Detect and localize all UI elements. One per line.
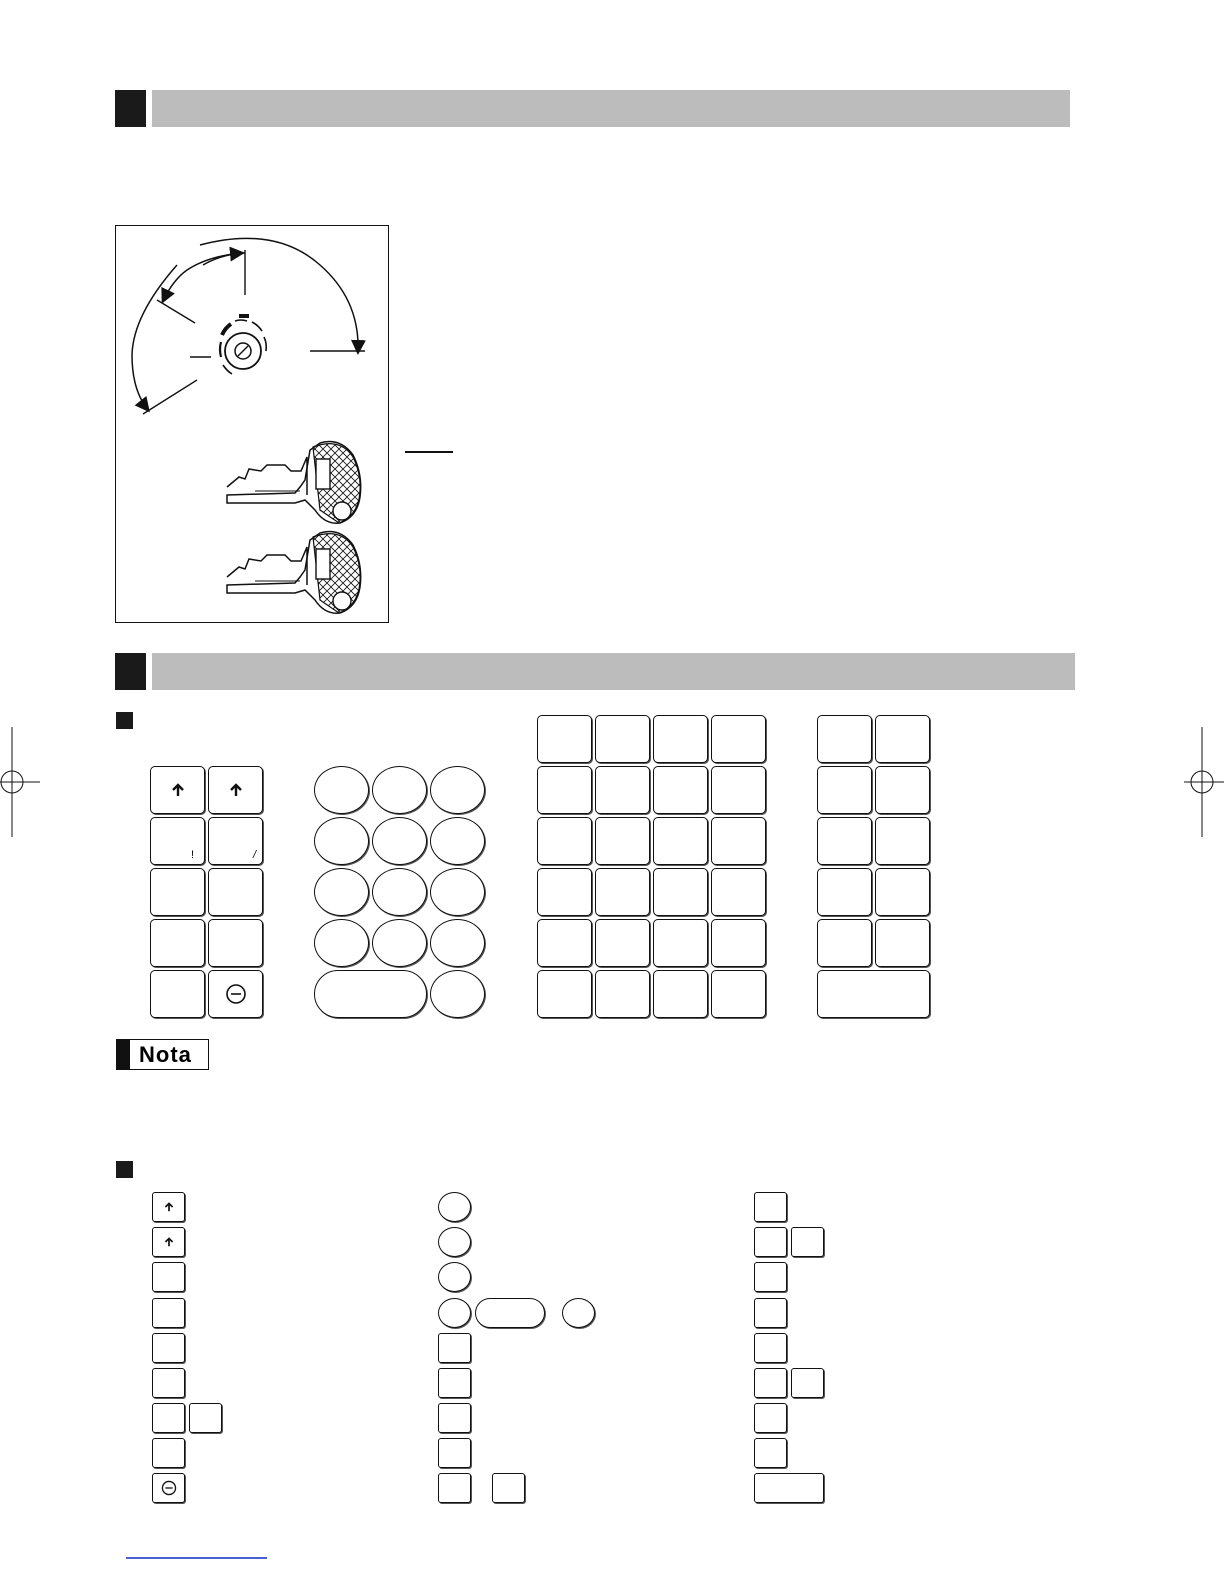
department-key [595,919,650,967]
function-key [150,919,205,967]
journal-feed-key [208,766,263,814]
department-key [537,766,592,814]
function-key [150,817,205,865]
key-wide-small [754,1473,824,1503]
crosshair-icon [1180,727,1224,837]
function-key [150,970,205,1018]
key-small [189,1403,222,1433]
leader-line [405,451,453,453]
key-small [438,1403,471,1433]
key-small [754,1403,787,1433]
key-small [791,1227,824,1257]
key-small [152,1368,185,1398]
department-key [711,970,766,1018]
arrow-up-icon [229,783,243,797]
numeric-key-wide-small [475,1298,545,1328]
department-key [653,970,708,1018]
key-small [438,1333,471,1363]
department-key [595,715,650,763]
numeric-key-small [562,1298,595,1328]
key-icon [227,441,361,523]
arrow-up-icon [171,783,185,797]
function-key [208,817,263,865]
arrow-up-icon [164,1202,174,1212]
payment-key [817,766,872,814]
numeric-key-small [438,1262,471,1292]
department-key [595,868,650,916]
numeric-key [372,817,427,865]
receipt-feed-key [150,766,205,814]
key-small [438,1438,471,1468]
key-small [791,1368,824,1398]
key-small [754,1192,787,1222]
key-small [152,1333,185,1363]
key-mark: / [253,849,257,861]
department-key [595,817,650,865]
numeric-key [372,868,427,916]
minus-key [208,970,263,1018]
minus-key-small [152,1473,185,1503]
department-key [537,970,592,1018]
department-key [711,919,766,967]
numeric-key [430,970,485,1018]
numeric-key [314,868,369,916]
numeric-key [372,766,427,814]
department-key [537,817,592,865]
footer-line [126,1557,267,1559]
key-small [754,1438,787,1468]
function-key [150,868,205,916]
arrow-up-icon [164,1237,174,1247]
department-key [653,766,708,814]
department-key [653,919,708,967]
numeric-key [314,919,369,967]
nota-bar [117,1040,130,1069]
key-small [152,1262,185,1292]
crosshair-icon [0,727,44,837]
payment-key [817,715,872,763]
key-small [754,1368,787,1398]
circle-minus-icon [161,1480,177,1496]
nota-label: Nota [139,1042,192,1067]
numeric-key-small [438,1227,471,1257]
numeric-key [314,817,369,865]
mode-switch-diagram [115,225,389,623]
department-key [653,817,708,865]
department-key [711,868,766,916]
payment-key [875,766,930,814]
section-header-bar [152,653,1075,690]
numeric-key-wide [314,970,427,1018]
department-key [711,817,766,865]
key-small [754,1333,787,1363]
payment-key [875,919,930,967]
numeric-key [430,817,485,865]
key-small [492,1473,525,1503]
department-key [653,715,708,763]
department-key [711,715,766,763]
key-icon [227,531,361,613]
section-marker [115,90,146,127]
function-key [208,868,263,916]
key-small [438,1473,471,1503]
payment-key [817,817,872,865]
key-small [152,1403,185,1433]
payment-key [817,919,872,967]
payment-key [875,868,930,916]
numeric-key-small [438,1298,471,1328]
section-header-bar [152,90,1070,127]
numeric-key [430,766,485,814]
key-small [754,1262,787,1292]
numeric-key [430,868,485,916]
numeric-key [430,919,485,967]
subsection-marker [116,712,133,729]
key-small [152,1298,185,1328]
mode-switch-icon [115,225,389,623]
numeric-key [314,766,369,814]
numeric-key-small [438,1192,471,1222]
section-marker [115,653,146,690]
key-small [754,1298,787,1328]
total-key-wide [817,970,930,1018]
payment-key [817,868,872,916]
department-key [653,868,708,916]
department-key [595,970,650,1018]
key-small [152,1438,185,1468]
function-key [208,919,263,967]
subsection-marker [116,1161,133,1178]
department-key [537,919,592,967]
receipt-feed-key-small [152,1192,185,1222]
department-key [537,868,592,916]
payment-key [875,817,930,865]
journal-feed-key-small [152,1227,185,1257]
department-key [711,766,766,814]
key-small [754,1227,787,1257]
circle-minus-icon [225,983,247,1005]
key-small [438,1368,471,1398]
department-key [595,766,650,814]
nota-label-box [116,1039,209,1070]
key-mark: ! [191,849,195,861]
numeric-key [372,919,427,967]
payment-key [875,715,930,763]
department-key [537,715,592,763]
